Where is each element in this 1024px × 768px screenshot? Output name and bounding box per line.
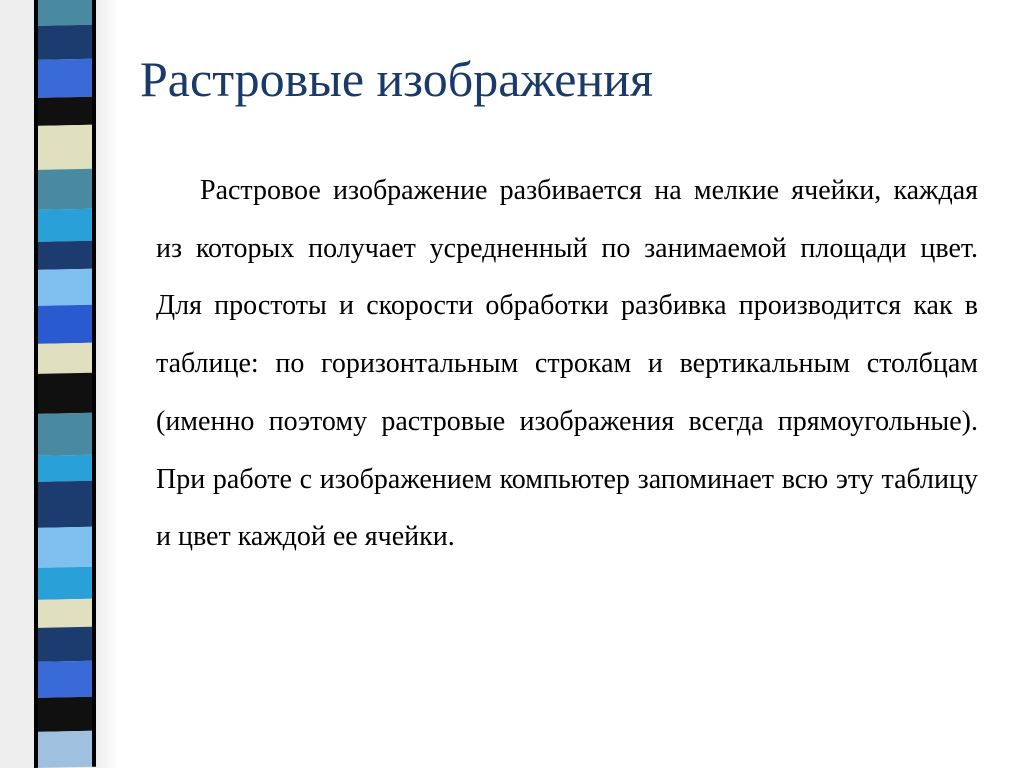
stripe-band bbox=[38, 567, 92, 600]
stripe-band bbox=[38, 25, 92, 60]
stripe-band bbox=[38, 661, 92, 698]
stripe-band bbox=[38, 269, 92, 306]
stripe-band bbox=[38, 599, 92, 628]
stripe-band bbox=[38, 455, 92, 482]
stripe-band bbox=[38, 697, 92, 732]
stripe-band bbox=[38, 125, 92, 170]
stripe-band bbox=[38, 343, 92, 374]
stripe-band bbox=[38, 209, 92, 242]
stripe-band bbox=[38, 481, 92, 528]
stripe-band bbox=[38, 373, 92, 414]
stripe-band bbox=[38, 0, 92, 26]
stripe-band bbox=[38, 627, 92, 662]
stripe-band bbox=[38, 169, 92, 210]
stripe-band bbox=[38, 527, 92, 568]
slide-title: Растровые изображения bbox=[140, 51, 653, 107]
stripe-band bbox=[38, 241, 92, 270]
stripe-band bbox=[38, 59, 92, 98]
stripe-band bbox=[38, 97, 92, 126]
stripe-band bbox=[38, 413, 92, 456]
slide-body-text: Растровое изображение разбивается на мелкие ячейки, каждая из которых получает усредненный по занимаемой площади цвет. Для простоты и скорости обработки разбивка производится как в таблице: по горизонтальным строкам и вертикальным столбцам (именно поэтому растровые изображения всегда прямоугольные). При работе с изображением компьютер запоминает всю эту таблицу и цвет каждой ее ячейки. bbox=[156, 175, 978, 553]
stripe-band bbox=[38, 305, 92, 344]
decorative-stripe bbox=[34, 0, 96, 768]
stripe-band bbox=[38, 731, 92, 768]
